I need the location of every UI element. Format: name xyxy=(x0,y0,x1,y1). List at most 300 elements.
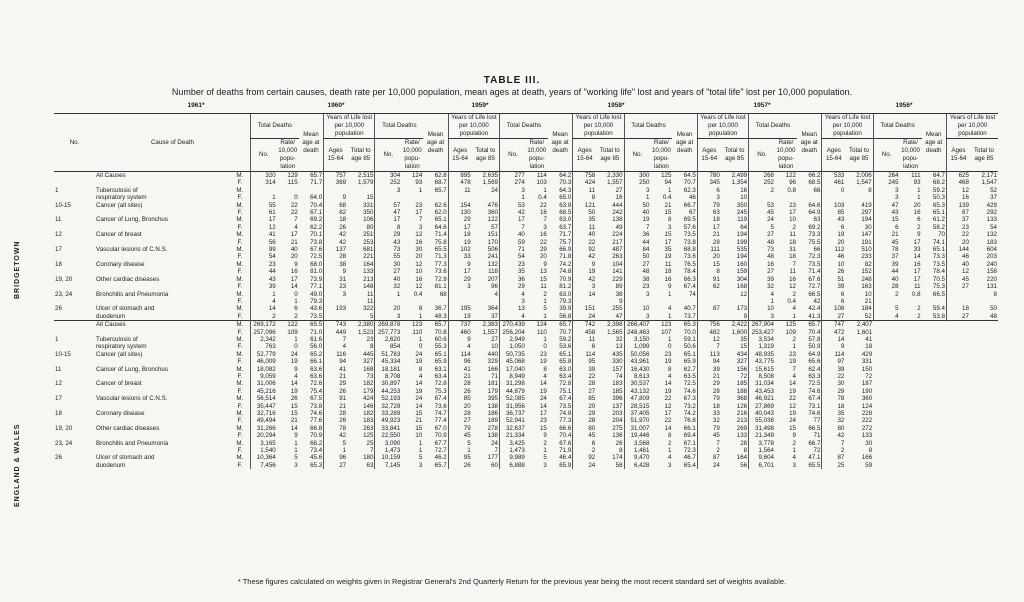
data-cell: 1,473 xyxy=(375,447,401,454)
header-deaths-no: No. xyxy=(250,139,276,172)
data-cell: 331 xyxy=(363,201,374,209)
data-cell: 17 xyxy=(539,410,547,417)
sex: F. xyxy=(237,238,243,246)
data-cell: 22 xyxy=(664,417,672,425)
data-cell: 1 xyxy=(667,335,672,343)
data-cell: 1 xyxy=(250,291,276,298)
data-cell: 82 xyxy=(324,209,347,216)
data-cell: 272 xyxy=(861,424,873,432)
header-deaths-no: No. xyxy=(500,139,526,172)
data-cell: 55,038 xyxy=(749,417,775,424)
data-cell: 9,059 xyxy=(250,373,276,380)
data-cell: 72.9 xyxy=(434,275,447,283)
data-cell: 64.3 xyxy=(559,186,572,194)
data-cell xyxy=(775,194,797,201)
sex: F. xyxy=(237,283,243,291)
sex: F. xyxy=(237,447,243,455)
data-cell: 79.3 xyxy=(559,297,572,305)
data-cell xyxy=(423,194,448,201)
data-cell: 68.8 xyxy=(683,246,696,254)
data-cell: 65.4 xyxy=(683,461,696,469)
data-cell: 152 xyxy=(861,268,872,276)
data-cell: 170 xyxy=(487,238,498,246)
data-cell: 47,809 xyxy=(624,395,650,402)
cause-name: Cancer of breast xyxy=(96,380,142,388)
data-cell: 65.1 xyxy=(683,350,696,358)
cause-name: Tuberculosis of xyxy=(96,186,138,194)
data-cell: 95 xyxy=(448,454,471,461)
data-cell: 70.9 xyxy=(434,432,447,440)
data-cell: 6 xyxy=(697,187,720,194)
table-row xyxy=(54,291,998,298)
empty-cell xyxy=(873,417,899,424)
data-cell: 42.4 xyxy=(808,305,821,313)
table-row xyxy=(54,432,998,439)
data-cell xyxy=(347,187,375,194)
data-cell: 70.4 xyxy=(559,432,572,440)
data-cell: 22 xyxy=(573,239,596,246)
data-cell: 8 xyxy=(619,447,623,455)
data-cell: 17 xyxy=(448,268,471,275)
data-cell: 113 xyxy=(697,351,720,358)
data-cell: 116 xyxy=(324,351,347,358)
empty-cell xyxy=(873,366,899,373)
data-cell: 30 xyxy=(822,380,845,387)
data-cell: 2,635 xyxy=(472,172,500,180)
data-cell: 195 xyxy=(448,305,471,312)
data-cell: 22 xyxy=(946,231,969,238)
data-cell: 118 xyxy=(488,268,498,276)
data-cell: 1,600 xyxy=(731,328,748,336)
empty-cell xyxy=(873,329,899,336)
data-cell: 4 xyxy=(667,372,672,380)
cause-no: 18 xyxy=(55,410,62,417)
data-cell: 27 xyxy=(491,335,498,343)
data-cell: 4 xyxy=(543,372,547,380)
data-cell: 21,334 xyxy=(500,432,526,439)
data-cell: 1 xyxy=(294,439,298,447)
data-cell: 72.7 xyxy=(808,283,821,291)
data-cell: 461 xyxy=(822,179,845,186)
data-cell: 85 xyxy=(822,209,845,216)
data-cell: 28 xyxy=(697,239,720,246)
data-cell: 15 xyxy=(873,216,899,223)
header-cause: Cause of Death xyxy=(95,114,250,172)
cause-no: 1 xyxy=(55,186,59,194)
data-cell: 1 xyxy=(543,335,547,343)
empty-cell xyxy=(900,351,922,358)
cause-name xyxy=(95,447,230,454)
table-row xyxy=(54,187,998,194)
data-cell: 14 xyxy=(573,291,596,298)
data-cell: 10 xyxy=(789,216,796,224)
data-cell: 19 xyxy=(822,231,845,238)
header-total-deaths: Total Deaths xyxy=(375,114,423,139)
empty-cell xyxy=(970,425,998,432)
data-cell: 8 xyxy=(369,343,374,351)
empty-cell xyxy=(873,380,899,387)
data-cell: 56.0 xyxy=(310,343,323,351)
data-cell: 64.0 xyxy=(310,194,323,202)
data-cell: 4 xyxy=(667,305,672,313)
data-cell: 10 xyxy=(415,268,423,276)
data-cell: 71.4 xyxy=(434,231,447,239)
data-cell: 1,557 xyxy=(482,328,498,336)
data-cell: 179 xyxy=(363,387,374,395)
data-cell: 132 xyxy=(487,260,498,268)
data-cell: 65.6 xyxy=(808,358,821,366)
header-total-to-85: Total to age 85 xyxy=(472,139,500,172)
data-cell: 2,422 xyxy=(721,321,749,329)
data-cell: 7 xyxy=(500,224,526,231)
data-cell xyxy=(401,194,423,201)
data-cell: 71 xyxy=(491,372,498,380)
cause-name xyxy=(95,268,230,275)
data-cell: 17 xyxy=(250,216,276,223)
data-cell: 17 xyxy=(664,238,672,246)
data-cell: 0.8 xyxy=(911,290,921,298)
data-cell: 42 xyxy=(324,239,347,246)
data-cell: 73.8 xyxy=(683,238,696,246)
data-cell: 65.0 xyxy=(559,194,572,202)
data-cell: 203 xyxy=(612,410,623,417)
table-row xyxy=(54,343,998,350)
empty-cell xyxy=(970,373,998,380)
data-cell: 63.1 xyxy=(434,365,447,373)
data-cell: 2 xyxy=(917,305,921,313)
data-cell: 114 xyxy=(448,351,471,358)
data-cell: 81.2 xyxy=(559,283,572,291)
data-cell: 148 xyxy=(363,283,374,291)
data-cell: 3 xyxy=(543,461,547,469)
data-cell: 23 xyxy=(366,335,374,343)
cause-name xyxy=(95,224,230,231)
sex: M. xyxy=(236,260,244,268)
data-cell: 3 xyxy=(418,461,423,469)
data-cell: 15 xyxy=(290,402,298,410)
data-cell: 1,523 xyxy=(357,328,374,336)
data-cell: 150 xyxy=(861,365,873,373)
data-cell: 28 xyxy=(448,380,471,387)
data-cell: 29 xyxy=(448,216,471,223)
data-cell: 72.7 xyxy=(434,447,447,455)
data-cell: 24 xyxy=(415,395,423,403)
data-cell: 16 xyxy=(415,238,423,246)
data-cell: 73.4 xyxy=(310,447,323,455)
data-cell: 65.7 xyxy=(797,321,822,329)
data-cell: 78.4 xyxy=(683,268,696,276)
data-cell: 3,778 xyxy=(749,440,775,447)
empty-cell xyxy=(900,462,922,469)
empty-cell xyxy=(946,410,969,417)
data-cell: 1 xyxy=(667,312,672,320)
data-cell: 2 xyxy=(873,291,899,298)
data-cell: 24 xyxy=(749,216,775,223)
data-cell: 19 xyxy=(573,268,596,275)
data-cell: 17 xyxy=(290,275,298,283)
data-cell: 0.4 xyxy=(662,194,672,202)
data-cell: 19 xyxy=(789,410,796,417)
header-mean-age: Mean age at death xyxy=(797,114,822,172)
sex: F. xyxy=(237,461,243,469)
header-total-to-85: Total to age 85 xyxy=(347,139,375,172)
data-cell: 182 xyxy=(363,410,374,417)
data-cell: 50,056 xyxy=(624,351,650,358)
data-cell: 217 xyxy=(612,238,623,246)
data-cell: 63.0 xyxy=(559,216,572,224)
mortality-table xyxy=(54,113,998,469)
empty-cell xyxy=(946,462,969,469)
data-cell: 53 xyxy=(749,202,775,209)
data-cell: 8 xyxy=(418,365,423,373)
data-cell: 18 xyxy=(324,216,347,223)
data-cell: 27 xyxy=(615,186,623,194)
empty-cell xyxy=(970,432,998,439)
data-cell: 18 xyxy=(822,403,845,410)
data-cell: 114 xyxy=(822,351,845,358)
data-cell: 19 xyxy=(415,387,423,395)
cause-no xyxy=(54,432,95,439)
data-cell: 2 xyxy=(917,223,921,231)
data-cell: 21,349 xyxy=(749,432,775,439)
data-cell: 71 xyxy=(500,246,526,253)
data-cell: 52,085 xyxy=(500,395,526,402)
data-cell: 12 xyxy=(415,231,423,239)
data-cell xyxy=(845,194,873,201)
data-cell: 94 xyxy=(324,358,347,365)
data-cell: 277 xyxy=(500,172,526,180)
data-cell: 87 xyxy=(697,305,720,312)
data-cell: 70.7 xyxy=(683,179,696,187)
data-cell: 23 xyxy=(789,350,796,358)
data-cell: 29 xyxy=(573,410,596,417)
data-cell: 0 xyxy=(418,343,423,351)
empty-cell xyxy=(922,417,947,424)
data-cell: 424 xyxy=(363,395,374,403)
cause-no xyxy=(54,329,95,336)
data-cell: 63.5 xyxy=(683,372,696,380)
data-cell: 51,783 xyxy=(375,351,401,358)
data-cell: 30 xyxy=(375,261,401,268)
data-cell: 20 xyxy=(697,253,720,260)
data-cell: 6 xyxy=(822,291,845,298)
data-cell: 13 xyxy=(500,305,526,312)
data-cell: 74.6 xyxy=(808,387,821,395)
data-cell: 74.2 xyxy=(683,410,696,417)
data-cell: 3 xyxy=(324,291,347,298)
data-cell: 87 xyxy=(697,454,720,461)
data-cell: 3 xyxy=(873,194,899,201)
data-cell: 39 xyxy=(822,283,845,290)
data-cell: 11 xyxy=(789,268,796,276)
table-row xyxy=(54,283,998,290)
empty-cell xyxy=(922,321,947,329)
cause-name: Ulcer of stomach and xyxy=(96,305,155,313)
year-label: 1959* xyxy=(471,102,489,109)
data-cell: 73.5 xyxy=(683,231,696,239)
data-cell: 222 xyxy=(861,417,873,425)
data-cell: 77.3 xyxy=(559,417,572,425)
data-cell: 94 xyxy=(664,179,672,187)
data-cell: 44 xyxy=(624,239,650,246)
data-cell: 30,897 xyxy=(375,380,401,387)
cause-name xyxy=(95,253,230,260)
data-cell: 429 xyxy=(986,201,997,209)
data-cell: 10 xyxy=(822,261,845,268)
data-cell xyxy=(797,194,822,201)
data-cell: 31 xyxy=(789,246,796,254)
data-cell: 533 xyxy=(822,172,845,180)
data-cell: 6,701 xyxy=(749,462,775,469)
data-cell: 9 xyxy=(667,283,672,291)
data-cell: 43 xyxy=(822,216,845,223)
data-cell: 72.3 xyxy=(683,447,696,455)
data-cell: 115 xyxy=(287,179,298,187)
data-cell: 2,342 xyxy=(250,336,276,343)
header-years-lost: Years of Life lost per 10,000 population xyxy=(697,114,748,139)
data-cell: 26 xyxy=(324,224,347,231)
data-cell: 4 xyxy=(294,372,298,380)
data-cell: 124 xyxy=(401,172,423,180)
data-cell: 1 xyxy=(624,194,650,201)
data-cell: 154 xyxy=(448,202,471,209)
empty-cell xyxy=(970,366,998,373)
data-cell: 1 xyxy=(418,312,423,320)
sex: M. xyxy=(230,172,251,180)
data-cell: 16 xyxy=(539,209,547,217)
data-cell: 193 xyxy=(324,305,347,312)
cause-no: 11 xyxy=(55,365,62,373)
data-cell: 63.0 xyxy=(559,365,572,373)
data-cell: 35 xyxy=(740,335,748,343)
data-cell: 26 xyxy=(615,439,623,447)
data-cell: 30,537 xyxy=(624,380,650,387)
data-cell: 24 xyxy=(539,395,547,403)
table-row xyxy=(54,380,998,387)
cause-no: 12 xyxy=(55,231,62,239)
data-cell: 91 xyxy=(324,395,347,402)
empty-cell xyxy=(922,403,947,410)
data-cell: 50 xyxy=(573,209,596,216)
empty-cell xyxy=(946,403,969,410)
empty-cell xyxy=(873,358,899,365)
empty-cell xyxy=(873,403,899,410)
data-cell: 63.8 xyxy=(559,201,572,209)
data-cell: 67.3 xyxy=(683,395,696,403)
data-cell: 55 xyxy=(250,202,276,209)
data-cell: 0.8 xyxy=(787,186,796,194)
data-cell: 757 xyxy=(324,172,347,180)
data-cell: 35,447 xyxy=(250,403,276,410)
data-cell: 73.9 xyxy=(310,275,323,283)
data-cell: 73.3 xyxy=(808,231,821,239)
data-cell: 125 xyxy=(775,321,797,329)
data-cell: 62.3 xyxy=(683,186,696,194)
cause-name: Cancer of breast xyxy=(96,231,142,239)
data-cell: 133 xyxy=(363,268,374,276)
data-cell: 63.0 xyxy=(559,290,572,298)
data-cell: 75.8 xyxy=(434,238,447,246)
cause-name: Other cardiac diseases xyxy=(96,424,160,432)
data-cell: 21 xyxy=(324,403,347,410)
data-cell: 14 xyxy=(539,402,547,410)
empty-cell xyxy=(900,321,922,329)
cause-name: Bronchitis and Pneumonia xyxy=(96,439,169,447)
data-cell: 43,132 xyxy=(624,388,650,395)
table-row xyxy=(54,298,998,305)
data-cell: 396 xyxy=(612,395,623,403)
table-row xyxy=(54,447,998,454)
data-cell: 23 xyxy=(539,350,547,358)
sex: M. xyxy=(236,246,244,254)
data-cell: 57 xyxy=(375,202,401,209)
data-cell: 29 xyxy=(500,283,526,290)
data-cell: 9 xyxy=(294,365,298,373)
data-cell: 97 xyxy=(822,358,845,365)
data-cell: 151 xyxy=(487,231,498,239)
sex: M. xyxy=(236,335,244,343)
data-cell: 4 xyxy=(500,313,526,321)
data-cell: 66.3 xyxy=(683,275,696,283)
data-cell: 320 xyxy=(250,172,276,180)
data-cell: 11 xyxy=(367,290,374,298)
data-cell: 71 xyxy=(813,432,821,440)
data-cell: 7 xyxy=(294,216,298,224)
data-cell: 75.3 xyxy=(932,283,945,291)
data-cell: 360 xyxy=(861,395,873,403)
empty-cell xyxy=(900,373,922,380)
data-cell: 20 xyxy=(573,403,596,410)
data-cell: 27 xyxy=(624,261,650,268)
data-cell: 1 xyxy=(792,343,796,351)
data-cell: 9 xyxy=(543,432,547,440)
data-cell: 1 xyxy=(418,447,423,455)
data-cell: 7 xyxy=(369,447,374,455)
data-cell: 11 xyxy=(914,283,921,291)
data-cell: 2 xyxy=(667,439,672,447)
empty-cell xyxy=(922,447,947,454)
data-cell: 93 xyxy=(415,179,423,187)
region-label-bridgetown: BRIDGETOWN xyxy=(14,240,21,300)
data-cell: 1 xyxy=(324,447,347,454)
data-cell: 43 xyxy=(250,276,276,283)
data-cell: 111 xyxy=(697,246,720,253)
table-row xyxy=(54,462,998,469)
data-cell: 895 xyxy=(448,172,471,180)
data-cell: 20 xyxy=(290,253,298,261)
data-cell: 21 xyxy=(415,417,423,425)
data-cell: 46,921 xyxy=(749,395,775,402)
table-row xyxy=(54,172,998,180)
data-cell: 94 xyxy=(697,358,720,365)
data-cell: 36 xyxy=(624,231,650,238)
data-cell: 66.8 xyxy=(310,424,323,432)
cause-no xyxy=(54,239,95,246)
data-cell: 73 xyxy=(375,246,401,253)
sex: F. xyxy=(237,194,243,202)
data-cell: 18,082 xyxy=(250,366,276,373)
data-cell: 16,430 xyxy=(624,366,650,373)
data-cell: 65.9 xyxy=(434,358,447,366)
data-cell: 46.7 xyxy=(683,454,696,462)
data-cell: 16 xyxy=(789,275,796,283)
empty-cell xyxy=(873,454,899,461)
data-cell: 15 xyxy=(539,424,547,432)
data-cell: 186 xyxy=(487,410,498,417)
data-cell: 1,547 xyxy=(856,179,872,187)
data-cell: 92 xyxy=(573,246,596,253)
data-cell: 15 xyxy=(539,275,547,283)
